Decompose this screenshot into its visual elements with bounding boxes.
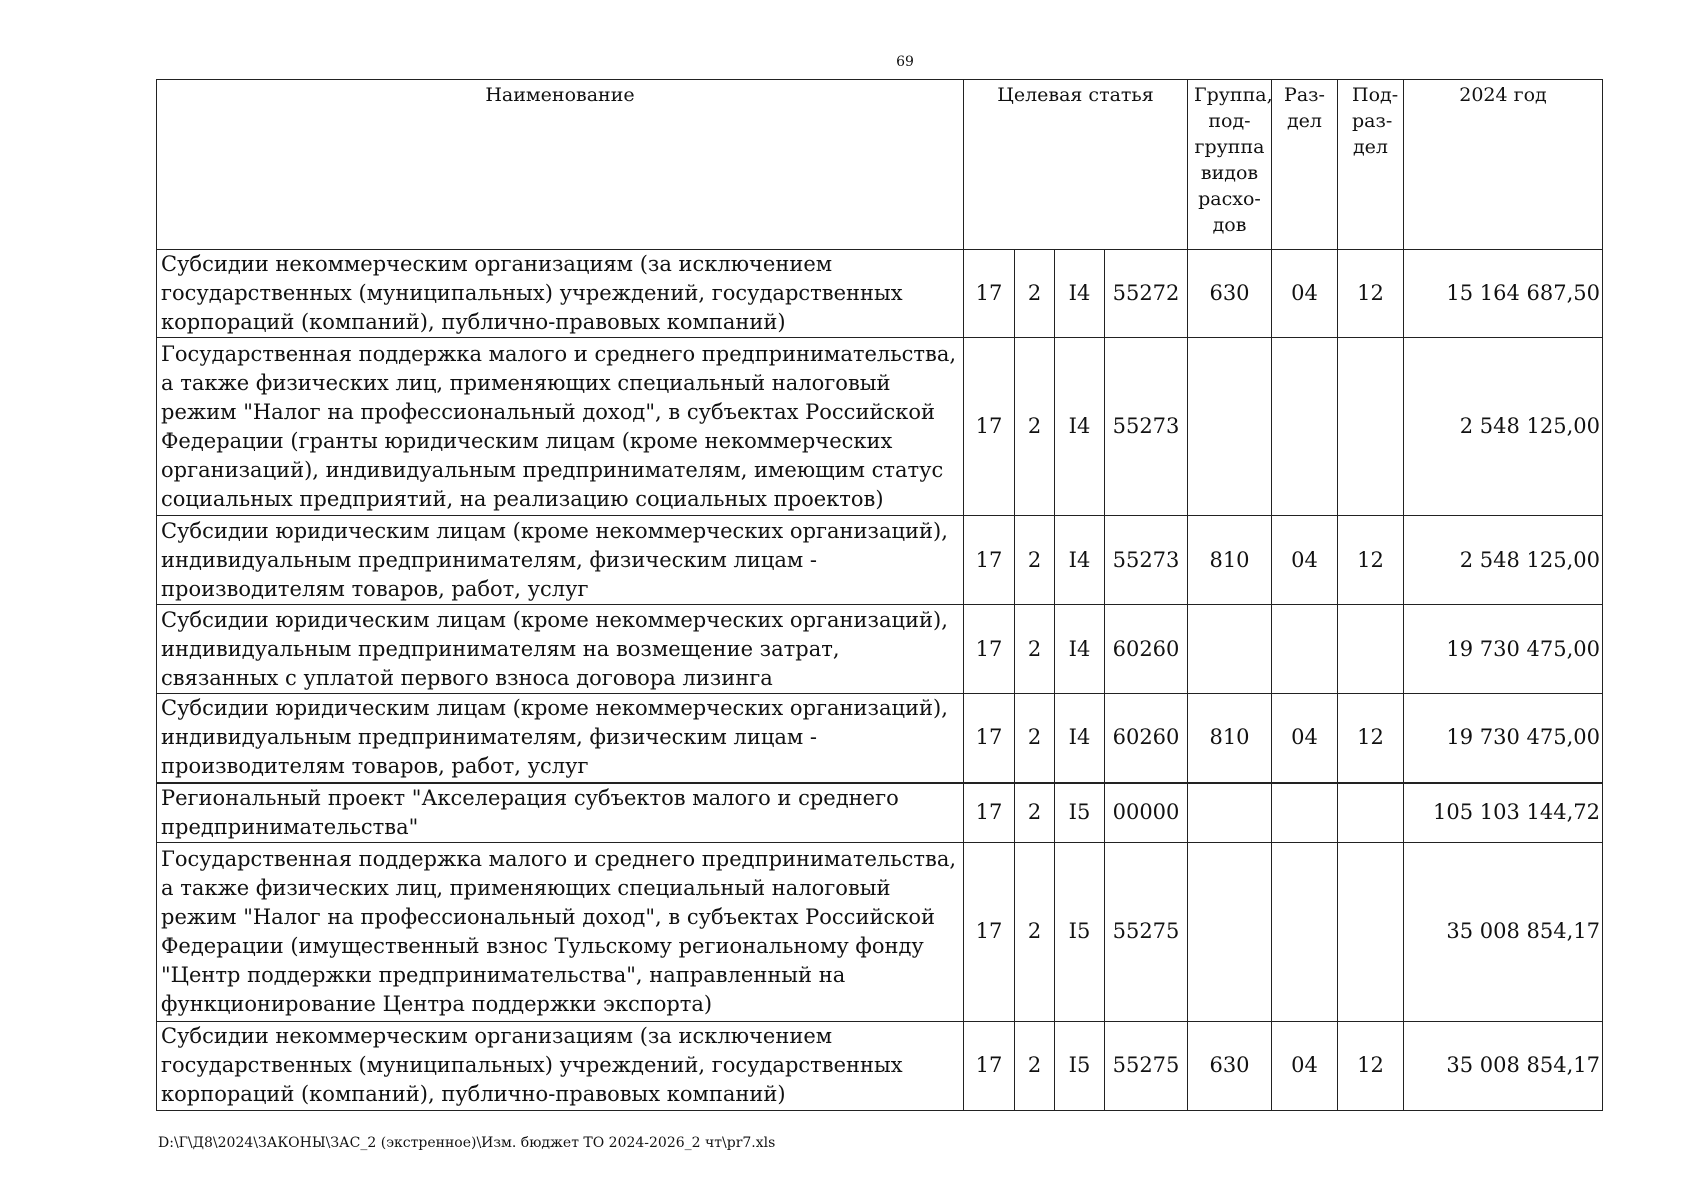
row-code-2: 2 <box>1015 842 1055 1021</box>
row-amount: 2 548 125,00 <box>1404 338 1603 516</box>
row-code-4: 55272 <box>1105 250 1188 338</box>
row-section: 04 <box>1272 516 1338 605</box>
row-code-1: 17 <box>964 605 1015 694</box>
table-row <box>157 516 1603 605</box>
row-code-4: 55273 <box>1105 516 1188 605</box>
row-code-2: 2 <box>1015 338 1055 516</box>
row-group <box>1188 605 1272 694</box>
row-name: Государственная поддержка малого и среднего предпринимательства, а также физических лиц, применяющих специальный налоговый режим "Налог на профессиональный доход", в субъектах Российской Федерации (гранты юридическим лицам (кроме некоммерческих организаций), индивидуальным предпринимателям, имеющим статус социальных предприятий, на реализацию социальных проектов) <box>157 338 964 516</box>
row-subsection: 12 <box>1338 250 1404 338</box>
row-code-2: 2 <box>1015 605 1055 694</box>
row-code-1: 17 <box>964 516 1015 605</box>
header-section <box>1272 80 1338 250</box>
table-row <box>157 250 1603 338</box>
row-code-3: I4 <box>1055 516 1105 605</box>
row-section: 04 <box>1272 1021 1338 1110</box>
row-code-1: 17 <box>964 338 1015 516</box>
row-code-2: 2 <box>1015 516 1055 605</box>
row-group: 630 <box>1188 1021 1272 1110</box>
row-code-2: 2 <box>1015 783 1055 843</box>
row-subsection <box>1338 783 1404 843</box>
row-subsection <box>1338 842 1404 1021</box>
row-amount: 2 548 125,00 <box>1404 516 1603 605</box>
row-code-4: 55273 <box>1105 338 1188 516</box>
row-code-4: 00000 <box>1105 783 1188 843</box>
row-code-1: 17 <box>964 694 1015 783</box>
row-code-3: I4 <box>1055 694 1105 783</box>
row-code-2: 2 <box>1015 1021 1055 1110</box>
table-row <box>157 338 1603 516</box>
row-section: 04 <box>1272 250 1338 338</box>
row-subsection: 12 <box>1338 1021 1404 1110</box>
row-code-4: 55275 <box>1105 842 1188 1021</box>
row-code-1: 17 <box>964 783 1015 843</box>
row-section <box>1272 338 1338 516</box>
row-section: 04 <box>1272 694 1338 783</box>
header-target-article: Целевая статья <box>964 80 1188 250</box>
row-name: Субсидии юридическим лицам (кроме некоммерческих организаций), индивидуальным предпринимателям, физическим лицам - производителям товаров, работ, услуг <box>157 694 964 783</box>
row-name: Субсидии некоммерческим организациям (за исключением государственных (муниципальных) учреждений, государственных корпораций (компаний), публично-правовых компаний) <box>157 250 964 338</box>
row-subsection <box>1338 338 1404 516</box>
row-group <box>1188 338 1272 516</box>
row-code-4: 60260 <box>1105 605 1188 694</box>
header-group <box>1188 80 1272 250</box>
row-code-1: 17 <box>964 842 1015 1021</box>
row-group <box>1188 842 1272 1021</box>
table-row <box>157 842 1603 1021</box>
row-amount: 19 730 475,00 <box>1404 605 1603 694</box>
row-subsection: 12 <box>1338 694 1404 783</box>
budget-table <box>156 79 1603 1111</box>
row-name: Субсидии некоммерческим организациям (за исключением государственных (муниципальных) учреждений, государственных корпораций (компаний), публично-правовых компаний) <box>157 1021 964 1110</box>
row-amount: 19 730 475,00 <box>1404 694 1603 783</box>
row-code-3: I5 <box>1055 783 1105 843</box>
row-section <box>1272 842 1338 1021</box>
page-number: 69 <box>896 54 914 70</box>
row-name: Государственная поддержка малого и среднего предпринимательства, а также физических лиц, применяющих специальный налоговый режим "Налог на профессиональный доход", в субъектах Российской Федерации (имущественный взнос Тульскому региональному фонду "Центр поддержки предпринимательства", направленный на функционирование Центра поддержки экспорта) <box>157 842 964 1021</box>
header-subsection <box>1338 80 1404 250</box>
row-group <box>1188 783 1272 843</box>
row-amount: 35 008 854,17 <box>1404 842 1603 1021</box>
row-code-3: I4 <box>1055 338 1105 516</box>
header-year: 2024 год <box>1404 80 1603 250</box>
row-code-1: 17 <box>964 1021 1015 1110</box>
row-section <box>1272 783 1338 843</box>
header-name: Наименование <box>157 80 964 250</box>
row-code-3: I4 <box>1055 605 1105 694</box>
row-code-3: I5 <box>1055 1021 1105 1110</box>
row-section <box>1272 605 1338 694</box>
table-row <box>157 1021 1603 1110</box>
table-row <box>157 694 1603 783</box>
row-amount: 105 103 144,72 <box>1404 783 1603 843</box>
row-amount: 35 008 854,17 <box>1404 1021 1603 1110</box>
row-group: 810 <box>1188 694 1272 783</box>
table-row <box>157 605 1603 694</box>
row-subsection <box>1338 605 1404 694</box>
header-subsection-label: Под-раз-дел <box>1352 84 1399 158</box>
table-row <box>157 783 1603 843</box>
row-group: 630 <box>1188 250 1272 338</box>
row-name: Субсидии юридическим лицам (кроме некоммерческих организаций), индивидуальным предпринимателям на возмещение затрат, связанных с уплатой первого взноса договора лизинга <box>157 605 964 694</box>
row-group: 810 <box>1188 516 1272 605</box>
row-code-3: I5 <box>1055 842 1105 1021</box>
row-code-3: I4 <box>1055 250 1105 338</box>
file-path-footer: D:\Г\Д8\2024\ЗАКОНЫ\ЗАС_2 (экстренное)\Изм. бюджет ТО 2024-2026_2 чт\pr7.xls <box>158 1135 776 1151</box>
row-name: Субсидии юридическим лицам (кроме некоммерческих организаций), индивидуальным предпринимателям, физическим лицам - производителям товаров, работ, услуг <box>157 516 964 605</box>
row-code-1: 17 <box>964 250 1015 338</box>
row-code-4: 60260 <box>1105 694 1188 783</box>
row-amount: 15 164 687,50 <box>1404 250 1603 338</box>
header-section-label: Раз-дел <box>1284 84 1325 132</box>
row-code-4: 55275 <box>1105 1021 1188 1110</box>
row-subsection: 12 <box>1338 516 1404 605</box>
header-row <box>157 80 1603 250</box>
row-code-2: 2 <box>1015 694 1055 783</box>
header-group-label: Группа, под-группа видов расхо-дов <box>1194 84 1273 236</box>
row-code-2: 2 <box>1015 250 1055 338</box>
row-name: Региональный проект "Акселерация субъектов малого и среднего предпринимательства" <box>157 783 964 843</box>
